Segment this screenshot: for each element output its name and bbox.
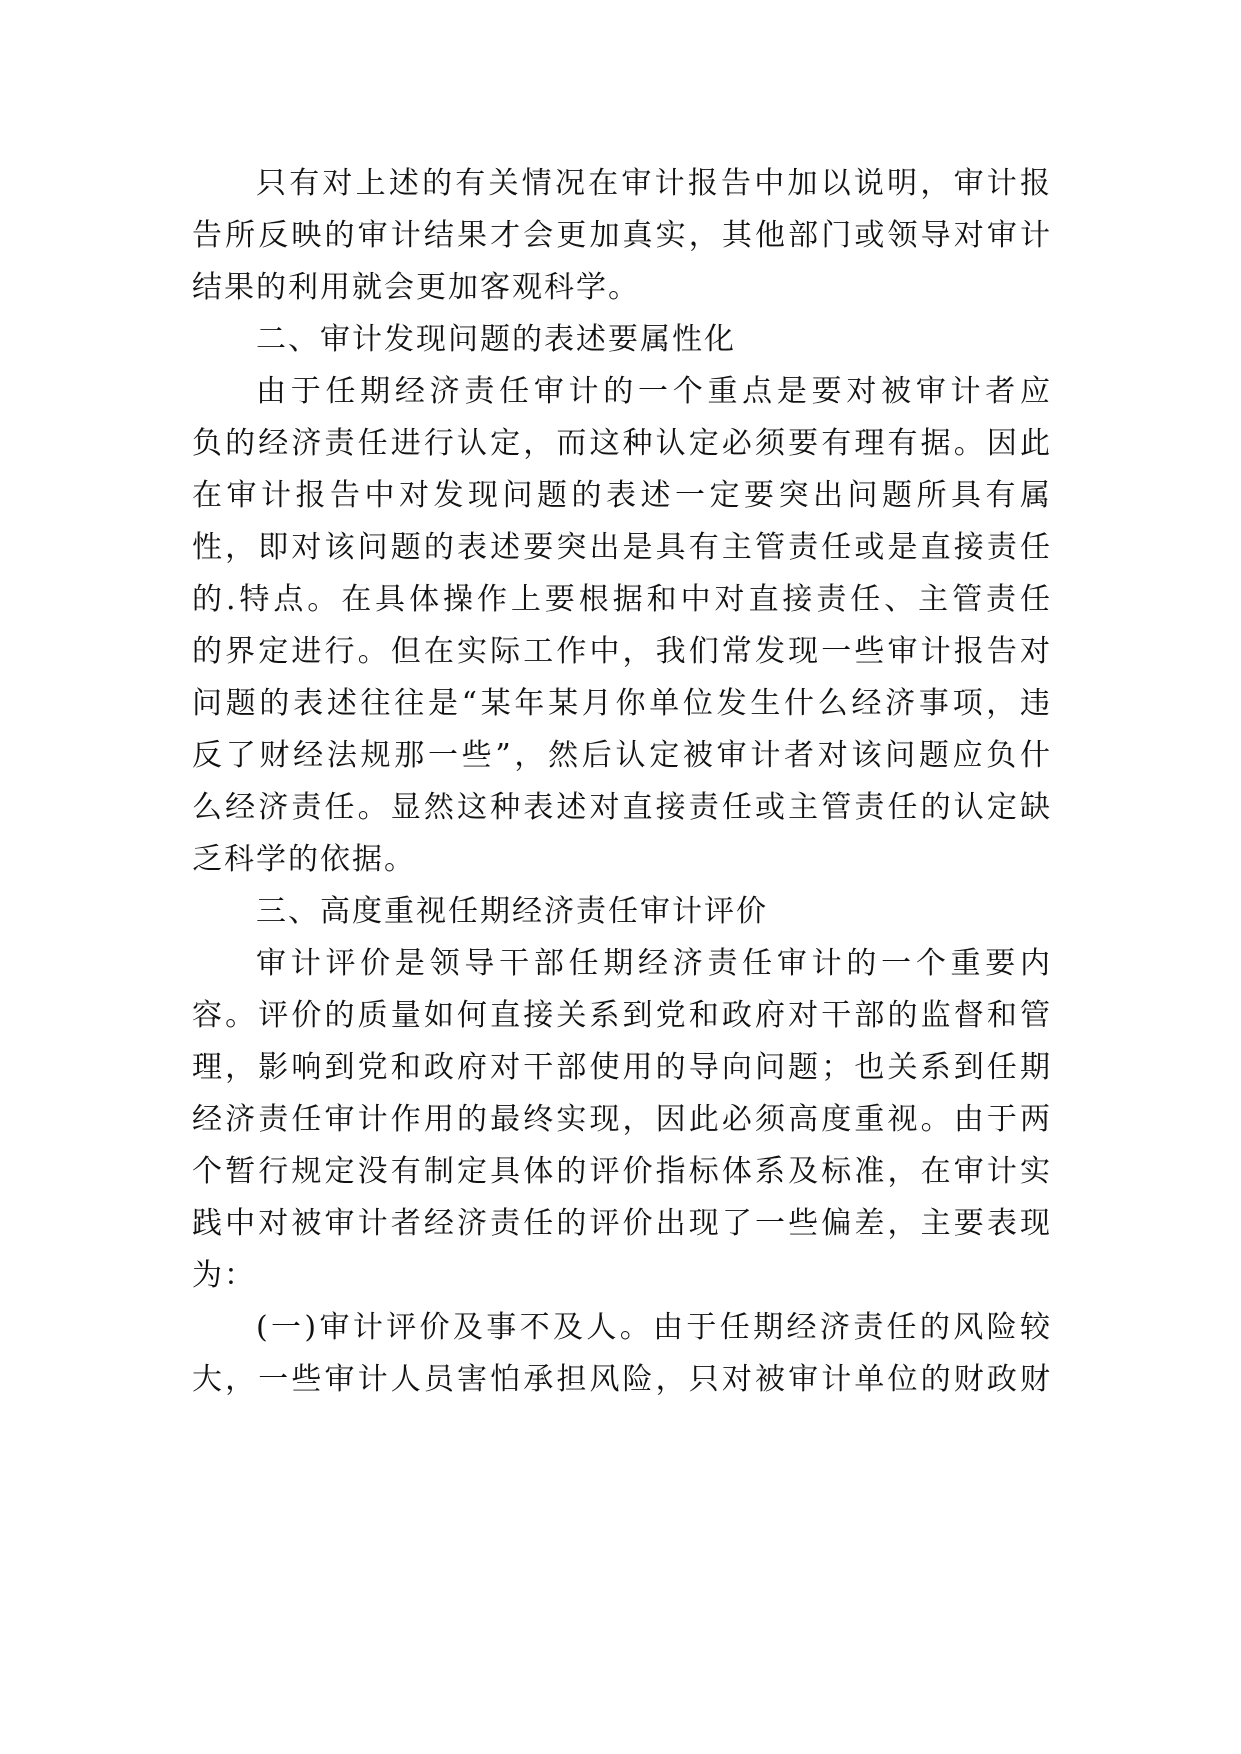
paragraph-line: 性，即对该问题的表述要突出是具有主管责任或是直接责任 [192,530,1052,565]
paragraph-line: 个暂行规定没有制定具体的评价指标体系及标准，在审计实 [192,1154,1052,1189]
paragraph-line: 乏科学的依据。 [192,842,416,877]
paragraph-line: 结果的利用就会更加客观科学。 [192,270,640,305]
paragraph-line: 负的经济责任进行认定，而这种认定必须要有理有据。因此 [192,426,1052,461]
paragraph-line: 么经济责任。显然这种表述对直接责任或主管责任的认定缺 [192,790,1052,825]
paragraph-line: 容。评价的质量如何直接关系到党和政府对干部的监督和管 [192,998,1052,1033]
paragraph-line: 践中对被审计者经济责任的评价出现了一些偏差，主要表现 [192,1206,1052,1241]
paragraph-line: 审计评价是领导干部任期经济责任审计的一个重要内 [256,946,1052,981]
section-heading: 二、审计发现问题的表述要属性化 [256,322,736,357]
paragraph-line: 经济责任审计作用的最终实现，因此必须高度重视。由于两 [192,1102,1052,1137]
paragraph-line: 由于任期经济责任审计的一个重点是要对被审计者应 [256,374,1052,409]
paragraph-line: 大，一些审计人员害怕承担风险，只对被审计单位的财政财 [192,1362,1052,1397]
paragraph-line: 问题的表述往往是“某年某月你单位发生什么经济事项，违 [192,686,1052,721]
paragraph-line: 的.特点。在具体操作上要根据和中对直接责任、主管责任 [192,582,1052,617]
paragraph-line: 在审计报告中对发现问题的表述一定要突出问题所具有属 [192,478,1052,513]
paragraph-line: 的界定进行。但在实际工作中，我们常发现一些审计报告对 [192,634,1052,669]
paragraph-line: 告所反映的审计结果才会更加真实，其他部门或领导对审计 [192,218,1052,253]
paragraph-line: 只有对上述的有关情况在审计报告中加以说明，审计报 [256,166,1052,201]
paragraph-line: 为： [192,1258,256,1293]
section-heading: 三、高度重视任期经济责任审计评价 [256,894,768,929]
paragraph-line: 理，影响到党和政府对干部使用的导向问题；也关系到任期 [192,1050,1052,1085]
paragraph-line: 反了财经法规那一些”，然后认定被审计者对该问题应负什 [192,738,1052,773]
paragraph-line: (一)审计评价及事不及人。由于任期经济责任的风险较 [256,1310,1052,1345]
document-body [192,158,1052,1406]
